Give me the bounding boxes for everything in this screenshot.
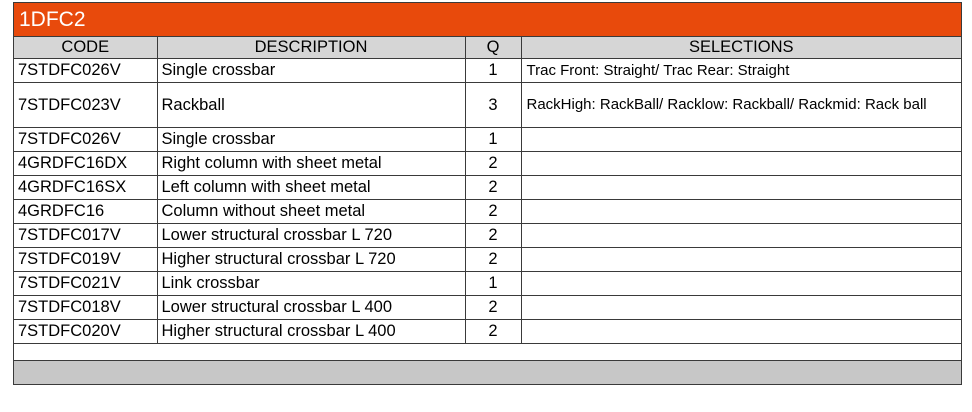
cell-description: Higher structural crossbar L 400 [157, 320, 465, 344]
bom-table-panel [13, 2, 962, 385]
cell-code: 4GRDFC16 [14, 200, 157, 224]
cell-selections [521, 224, 961, 248]
cell-q: 2 [465, 296, 521, 320]
cell-selections [521, 176, 961, 200]
cell-code: 7STDFC017V [14, 224, 157, 248]
cell-q: 1 [465, 272, 521, 296]
table-body [14, 59, 961, 344]
header-row [14, 37, 961, 59]
header-selections: SELECTIONS [521, 37, 961, 59]
cell-code: 7STDFC018V [14, 296, 157, 320]
cell-description: Link crossbar [157, 272, 465, 296]
header-code: CODE [14, 37, 157, 59]
table-footer-bar [14, 360, 961, 384]
cell-q: 3 [465, 83, 521, 128]
table-row [14, 200, 961, 224]
cell-selections [521, 272, 961, 296]
table-row [14, 128, 961, 152]
table-row [14, 272, 961, 296]
table-row [14, 152, 961, 176]
cell-description: Lower structural crossbar L 400 [157, 296, 465, 320]
table-title: 1DFC2 [14, 3, 961, 37]
table-row [14, 83, 961, 128]
cell-q: 2 [465, 176, 521, 200]
header-description: DESCRIPTION [157, 37, 465, 59]
table-row [14, 296, 961, 320]
cell-code: 4GRDFC16SX [14, 176, 157, 200]
cell-selections [521, 200, 961, 224]
cell-selections: Trac Front: Straight/ Trac Rear: Straight [521, 59, 961, 83]
cell-description: Right column with sheet metal [157, 152, 465, 176]
cell-code: 7STDFC023V [14, 83, 157, 128]
cell-code: 7STDFC019V [14, 248, 157, 272]
cell-q: 2 [465, 152, 521, 176]
cell-selections [521, 248, 961, 272]
cell-selections [521, 128, 961, 152]
cell-description: Left column with sheet metal [157, 176, 465, 200]
cell-description: Higher structural crossbar L 720 [157, 248, 465, 272]
cell-selections [521, 320, 961, 344]
cell-code: 4GRDFC16DX [14, 152, 157, 176]
cell-q: 2 [465, 248, 521, 272]
cell-selections: RackHigh: RackBall/ Racklow: Rackball/ Rackmid: Rack ball [521, 83, 961, 128]
cell-q: 1 [465, 128, 521, 152]
cell-description: Lower structural crossbar L 720 [157, 224, 465, 248]
table-row [14, 320, 961, 344]
cell-selections [521, 152, 961, 176]
table-row [14, 59, 961, 83]
cell-q: 1 [465, 59, 521, 83]
table-row [14, 176, 961, 200]
table-row [14, 224, 961, 248]
cell-description: Single crossbar [157, 59, 465, 83]
cell-q: 2 [465, 200, 521, 224]
cell-description: Column without sheet metal [157, 200, 465, 224]
parts-table [14, 37, 961, 344]
cell-description: Rackball [157, 83, 465, 128]
cell-code: 7STDFC026V [14, 59, 157, 83]
cell-code: 7STDFC026V [14, 128, 157, 152]
cell-code: 7STDFC020V [14, 320, 157, 344]
cell-q: 2 [465, 320, 521, 344]
header-q: Q [465, 37, 521, 59]
cell-selections [521, 296, 961, 320]
table-row [14, 248, 961, 272]
cell-q: 2 [465, 224, 521, 248]
cell-description: Single crossbar [157, 128, 465, 152]
cell-code: 7STDFC021V [14, 272, 157, 296]
